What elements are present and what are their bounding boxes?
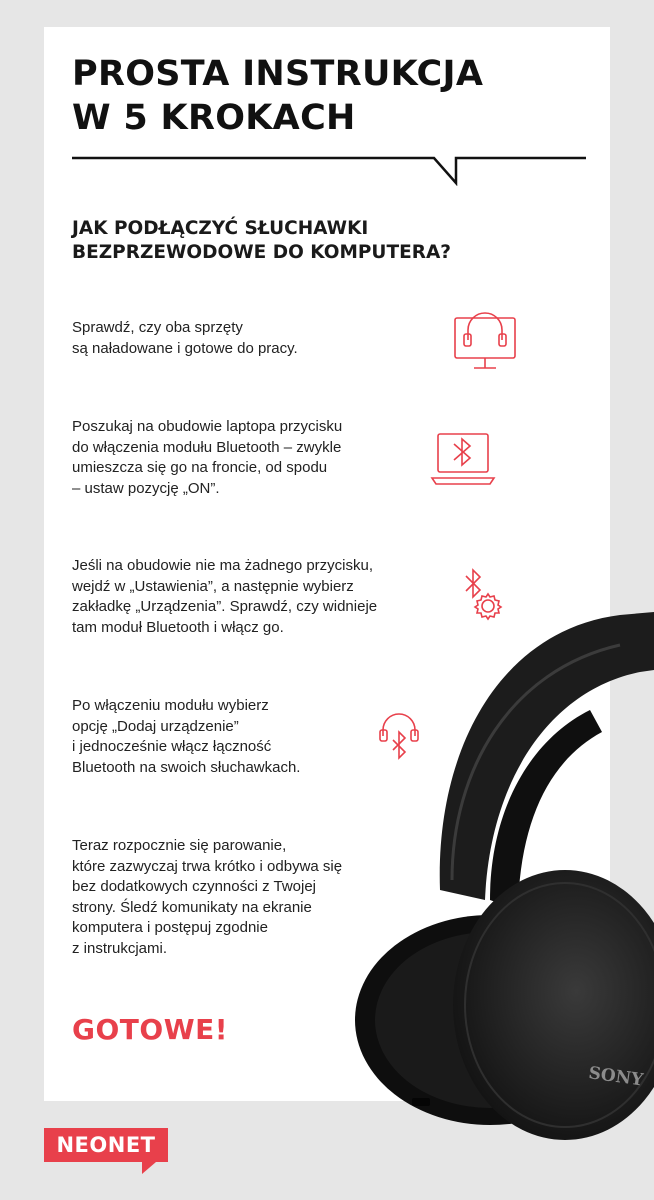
title-line-1: PROSTA INSTRUKCJA bbox=[72, 54, 484, 94]
logo-text: NEONET bbox=[56, 1133, 156, 1157]
step-5-line: z instrukcjami. bbox=[72, 939, 168, 957]
step-4-line: Po włączeniu modułu wybierz bbox=[72, 697, 269, 714]
step-5 bbox=[72, 836, 342, 959]
step-3-line: Jeśli na obudowie nie ma żadnego przycisku, bbox=[72, 557, 374, 574]
subtitle-line-1: JAK PODŁĄCZYĆ SŁUCHAWKI bbox=[72, 218, 369, 239]
step-2 bbox=[72, 417, 342, 499]
step-5-line: które zazwyczaj trwa krótko i odbywa się bbox=[72, 857, 343, 875]
step-4-line: opcję „Dodaj urządzenie” bbox=[72, 717, 239, 735]
step-4 bbox=[72, 696, 300, 778]
step-1-line: Sprawdź, czy oba sprzęty bbox=[72, 319, 243, 336]
step-2-line: – ustaw pozycję „ON”. bbox=[72, 479, 220, 497]
step-5-line: bez dodatkowych czynności z Twojej bbox=[72, 878, 317, 895]
step-3-line: zakładkę „Urządzenia”. Sprawdź, czy widnieje bbox=[72, 598, 378, 615]
step-1-line: są naładowane i gotowe do pracy. bbox=[72, 339, 298, 357]
headphones-image bbox=[340, 600, 654, 1160]
monitor-headphones-icon bbox=[450, 304, 520, 374]
laptop-bluetooth-icon bbox=[430, 430, 496, 488]
step-3 bbox=[72, 556, 377, 638]
step-2-line: Poszukaj na obudowie laptopa przycisku bbox=[72, 418, 343, 435]
subtitle-line-2: BEZPRZEWODOWE DO KOMPUTERA? bbox=[72, 242, 452, 263]
step-5-line: strony. Śledź komunikaty na ekranie bbox=[72, 898, 312, 916]
sony-logo-text: SONY bbox=[587, 1063, 645, 1091]
step-3-line: tam moduł Bluetooth i włącz go. bbox=[72, 618, 284, 636]
step-2-line: do włączenia modułu Bluetooth – zwykle bbox=[72, 438, 342, 456]
step-5-line: komputera i postępuj zgodnie bbox=[72, 919, 268, 936]
step-2-line: umieszcza się go na froncie, od spodu bbox=[72, 459, 328, 476]
subtitle bbox=[72, 217, 451, 265]
step-1 bbox=[72, 318, 298, 359]
step-5-line: Teraz rozpocznie się parowanie, bbox=[72, 837, 287, 854]
done-label: GOTOWE! bbox=[72, 1013, 228, 1046]
step-3-line: wejdź w „Ustawienia”, a następnie wybierz bbox=[72, 577, 354, 595]
step-4-line: Bluetooth na swoich słuchawkach. bbox=[72, 758, 301, 776]
speech-bubble-divider bbox=[72, 150, 586, 186]
step-4-line: i jednocześnie włącz łączność bbox=[72, 738, 272, 755]
title-line-2: W 5 KROKACH bbox=[72, 98, 356, 138]
page-title bbox=[72, 52, 483, 140]
neonet-logo bbox=[44, 1128, 168, 1174]
